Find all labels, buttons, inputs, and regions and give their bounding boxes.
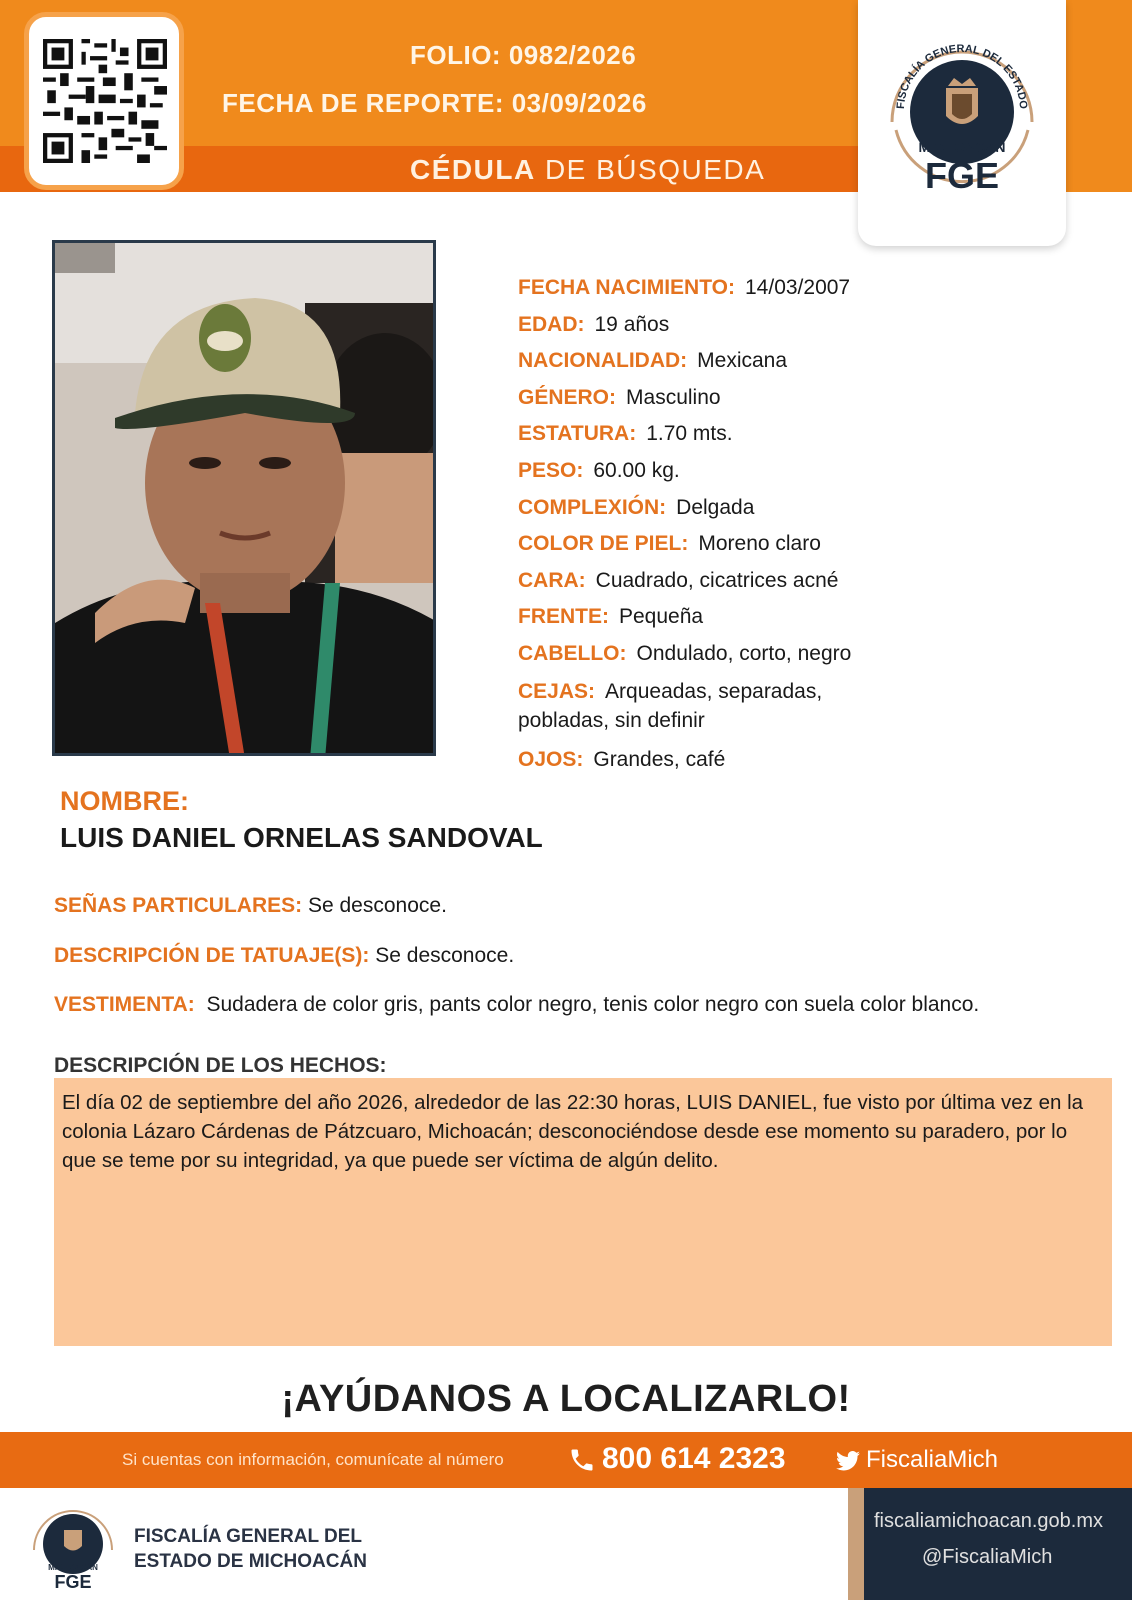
attr-label: GÉNERO: xyxy=(518,385,617,409)
attr-estatura xyxy=(518,416,918,453)
document-title xyxy=(410,154,765,186)
name-label: NOMBRE: xyxy=(60,786,189,816)
attr-label: FRENTE: xyxy=(518,605,609,629)
attr-value: Cuadrado, cicatrices acné xyxy=(595,568,839,592)
attr-peso xyxy=(518,453,918,490)
attr-label: OJOS: xyxy=(518,747,584,771)
facts-description: El día 02 de septiembre del año 2026, alrededor de las 22:30 horas, LUIS DANIEL, fue visto por última vez en la colonia Lázaro Cárdenas de Pátzcuaro, Michoacán; desconociéndose desde ese momento su paradero, por lo que se teme por su integridad, ya que puede ser víctima de algún delito. xyxy=(54,1078,1112,1346)
physical-attributes-list xyxy=(518,270,918,778)
attr-cejas xyxy=(518,677,918,735)
footer-org-line1: FISCALÍA GENERAL DEL xyxy=(134,1526,363,1547)
person-photo-illustration xyxy=(55,243,436,756)
svg-text:FGE: FGE xyxy=(924,155,1000,196)
attr-label: EDAD: xyxy=(518,312,585,336)
social-handle-link[interactable]: @FiscaliaMich xyxy=(922,1546,1053,1568)
fge-footer-seal-icon xyxy=(28,1500,118,1592)
call-to-action-heading: ¡AYÚDANOS A LOCALIZARLO! xyxy=(281,1378,851,1420)
footer-org-line2: ESTADO DE MICHOACÁN xyxy=(134,1551,367,1572)
missing-person-photo xyxy=(52,240,436,756)
website-link[interactable]: fiscaliamichoacan.gob.mx xyxy=(874,1510,1103,1532)
svg-text:FISCALÍA GENERAL DEL ESTADO: FISCALÍA GENERAL DEL ESTADO xyxy=(894,42,1030,110)
attr-value: Delgada xyxy=(676,495,755,519)
attr-label: COMPLEXIÓN: xyxy=(518,495,667,519)
attr-value: Pequeña xyxy=(619,605,704,629)
attr-value: Arqueadas, separadas, pobladas, sin definir xyxy=(518,679,823,732)
twitter-icon xyxy=(836,1450,860,1472)
footer-org-name xyxy=(134,1524,367,1574)
attr-genero xyxy=(518,380,918,417)
info-vestimenta xyxy=(54,993,979,1017)
contact-bar xyxy=(0,1432,1132,1488)
attr-label: CABELLO: xyxy=(518,641,627,665)
attr-value: 1.70 mts. xyxy=(646,422,733,446)
attr-value: Ondulado, corto, negro xyxy=(636,641,852,665)
info-label: SEÑAS PARTICULARES: xyxy=(54,894,303,917)
document-title-bold: CÉDULA xyxy=(410,154,536,185)
attr-label: CEJAS: xyxy=(518,679,596,703)
attr-value: 14/03/2007 xyxy=(745,276,851,299)
attr-label: PESO: xyxy=(518,458,584,482)
qr-code-frame[interactable] xyxy=(24,12,184,190)
attr-fecha-nacimiento xyxy=(518,270,918,307)
svg-text:MICHOACÁN: MICHOACÁN xyxy=(918,139,1006,155)
attr-label: NACIONALIDAD: xyxy=(518,349,688,373)
attr-value: 60.00 kg. xyxy=(593,458,680,482)
report-date: FECHA DE REPORTE: 03/09/2026 xyxy=(222,88,647,118)
folio-number: FOLIO: 0982/2026 xyxy=(410,40,637,70)
contact-message: Si cuentas con información, comunícate al número xyxy=(122,1450,504,1469)
attr-label: COLOR DE PIEL: xyxy=(518,532,689,556)
attr-value: 19 años xyxy=(594,312,670,336)
person-name: LUIS DANIEL ORNELAS SANDOVAL xyxy=(60,822,543,853)
attr-value: Mexicana xyxy=(697,349,788,373)
phone-number: 800 614 2323 xyxy=(602,1442,786,1475)
qr-code-icon xyxy=(43,31,167,171)
fge-logo-card xyxy=(858,0,1066,246)
phone-icon xyxy=(568,1446,596,1474)
info-tatuajes xyxy=(54,944,514,968)
attr-complexion xyxy=(518,490,918,527)
attr-label: ESTATURA: xyxy=(518,422,637,446)
svg-text:FGE: FGE xyxy=(54,1572,92,1592)
twitter-handle: FiscaliaMich xyxy=(866,1446,999,1473)
facts-label: DESCRIPCIÓN DE LOS HECHOS: xyxy=(54,1054,387,1077)
attr-color-piel xyxy=(518,526,918,563)
twitter-link[interactable] xyxy=(836,1446,998,1474)
attr-cara xyxy=(518,563,918,600)
footer-contact-panel xyxy=(848,1488,1132,1600)
attr-value: Masculino xyxy=(626,385,721,409)
info-value: Sudadera de color gris, pants color negro, tenis color negro con suela color blanco. xyxy=(206,993,980,1016)
svg-text:MICHOACÁN: MICHOACÁN xyxy=(48,1563,98,1572)
attr-value: Grandes, café xyxy=(593,747,726,771)
attr-ojos xyxy=(518,742,918,779)
info-senas xyxy=(54,894,447,918)
attr-edad xyxy=(518,307,918,344)
info-label: VESTIMENTA: xyxy=(54,993,195,1016)
document-title-rest: DE BÚSQUEDA xyxy=(535,154,766,185)
info-value: Se desconoce. xyxy=(375,944,515,967)
phone-link[interactable] xyxy=(568,1442,786,1476)
info-value: Se desconoce. xyxy=(307,894,447,917)
attr-label: FECHA NACIMIENTO: xyxy=(518,276,735,299)
attr-label: CARA: xyxy=(518,568,586,592)
attr-nacionalidad xyxy=(518,343,918,380)
attr-value: Moreno claro xyxy=(698,532,821,556)
info-label: DESCRIPCIÓN DE TATUAJE(S): xyxy=(54,944,370,967)
attr-cabello xyxy=(518,636,918,673)
attr-frente xyxy=(518,599,918,636)
fge-seal-icon xyxy=(882,30,1042,200)
